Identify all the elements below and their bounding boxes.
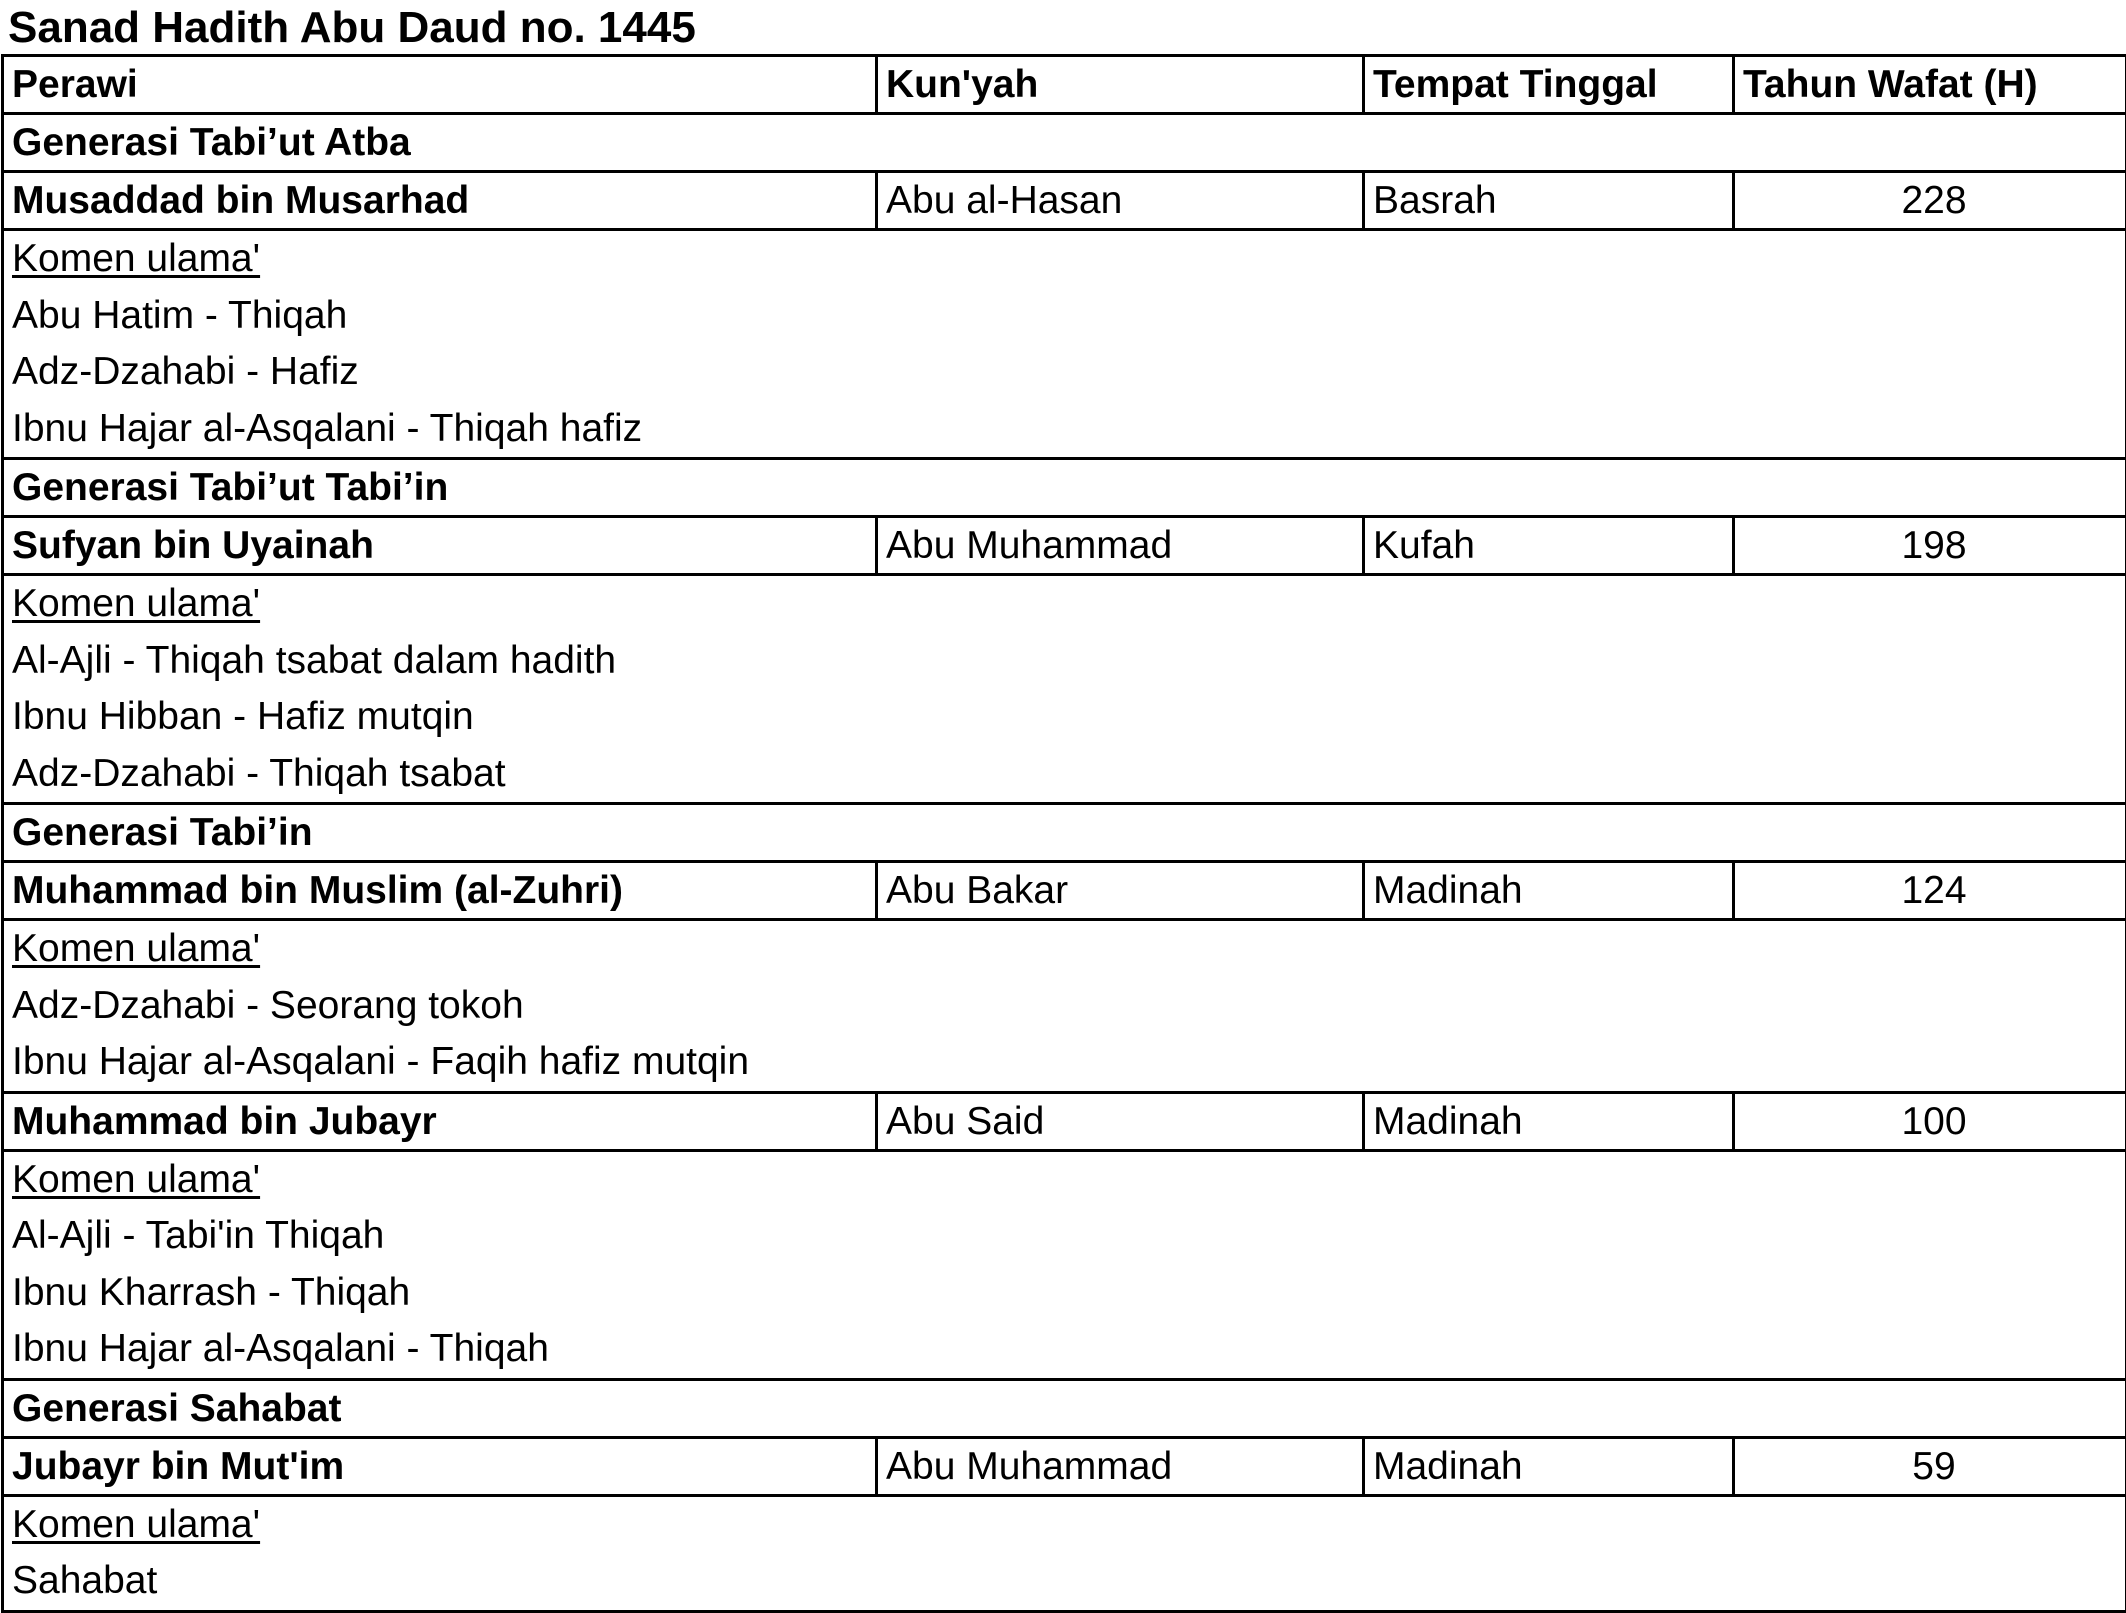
narrator-row [3, 172, 2126, 230]
column-header-tahun-wafat: Tahun Wafat (H) [1734, 56, 2126, 114]
scholar-comment: Ibnu Hajar al-Asqalani - Thiqah hafiz [12, 401, 2125, 458]
comments-heading: Komen ulama' [12, 576, 2125, 633]
narrator-row [3, 862, 2126, 920]
comments-row [3, 230, 2126, 459]
comments-heading: Komen ulama' [12, 1497, 2125, 1554]
column-header-kunyah: Kun'yah [877, 56, 1364, 114]
scholar-comment: Adz-Dzahabi - Hafiz [12, 344, 2125, 401]
comments-heading: Komen ulama' [12, 921, 2125, 978]
generation-label: Generasi Sahabat [3, 1379, 2126, 1437]
comments-cell [3, 920, 2126, 1093]
narrator-death-year: 124 [1734, 862, 2126, 920]
narrator-residence: Madinah [1364, 1092, 1734, 1150]
narrator-name: Jubayr bin Mut'im [3, 1437, 877, 1495]
narrator-row [3, 517, 2126, 575]
scholar-comment: Adz-Dzahabi - Seorang tokoh [12, 978, 2125, 1035]
scholar-comment: Al-Ajli - Tabi'in Thiqah [12, 1208, 2125, 1265]
comments-cell [3, 1495, 2126, 1611]
comments-row [3, 920, 2126, 1093]
sanad-table [1, 54, 2126, 1613]
scholar-comment: Ibnu Hajar al-Asqalani - Thiqah [12, 1321, 2125, 1378]
generation-label: Generasi Tabi’ut Atba [3, 114, 2126, 172]
scholar-comment: Ibnu Hibban - Hafiz mutqin [12, 689, 2125, 746]
column-header-tempat-tinggal: Tempat Tinggal [1364, 56, 1734, 114]
narrator-kunyah: Abu Muhammad [877, 517, 1364, 575]
narrator-kunyah: Abu Bakar [877, 862, 1364, 920]
header-row [3, 56, 2126, 114]
narrator-name: Musaddad bin Musarhad [3, 172, 877, 230]
column-header-perawi: Perawi [3, 56, 877, 114]
comments-heading: Komen ulama' [12, 231, 2125, 288]
narrator-death-year: 198 [1734, 517, 2126, 575]
page-title: Sanad Hadith Abu Daud no. 1445 [8, 0, 696, 54]
narrator-residence: Basrah [1364, 172, 1734, 230]
scholar-comment: Al-Ajli - Thiqah tsabat dalam hadith [12, 633, 2125, 690]
scholar-comment: Ibnu Kharrash - Thiqah [12, 1265, 2125, 1322]
scholar-comment: Ibnu Hajar al-Asqalani - Faqih hafiz mutqin [12, 1034, 2125, 1091]
narrator-row [3, 1092, 2126, 1150]
comments-cell [3, 1150, 2126, 1379]
narrator-name: Muhammad bin Jubayr [3, 1092, 877, 1150]
comments-row [3, 575, 2126, 804]
comments-row [3, 1150, 2126, 1379]
generation-row [3, 804, 2126, 862]
generation-label: Generasi Tabi’ut Tabi’in [3, 459, 2126, 517]
narrator-row [3, 1437, 2126, 1495]
comments-cell [3, 230, 2126, 459]
generation-label: Generasi Tabi’in [3, 804, 2126, 862]
narrator-residence: Madinah [1364, 862, 1734, 920]
narrator-death-year: 100 [1734, 1092, 2126, 1150]
generation-row [3, 459, 2126, 517]
narrator-kunyah: Abu Said [877, 1092, 1364, 1150]
scholar-comment: Abu Hatim - Thiqah [12, 288, 2125, 345]
narrator-name: Sufyan bin Uyainah [3, 517, 877, 575]
comments-heading: Komen ulama' [12, 1152, 2125, 1209]
narrator-kunyah: Abu al-Hasan [877, 172, 1364, 230]
narrator-kunyah: Abu Muhammad [877, 1437, 1364, 1495]
scholar-comment: Sahabat [12, 1553, 2125, 1610]
generation-row [3, 1379, 2126, 1437]
narrator-death-year: 228 [1734, 172, 2126, 230]
narrator-death-year: 59 [1734, 1437, 2126, 1495]
narrator-residence: Kufah [1364, 517, 1734, 575]
generation-row [3, 114, 2126, 172]
comments-row [3, 1495, 2126, 1611]
narrator-name: Muhammad bin Muslim (al-Zuhri) [3, 862, 877, 920]
scholar-comment: Adz-Dzahabi - Thiqah tsabat [12, 746, 2125, 803]
comments-cell [3, 575, 2126, 804]
narrator-residence: Madinah [1364, 1437, 1734, 1495]
sanad-table-body [3, 56, 2126, 1612]
